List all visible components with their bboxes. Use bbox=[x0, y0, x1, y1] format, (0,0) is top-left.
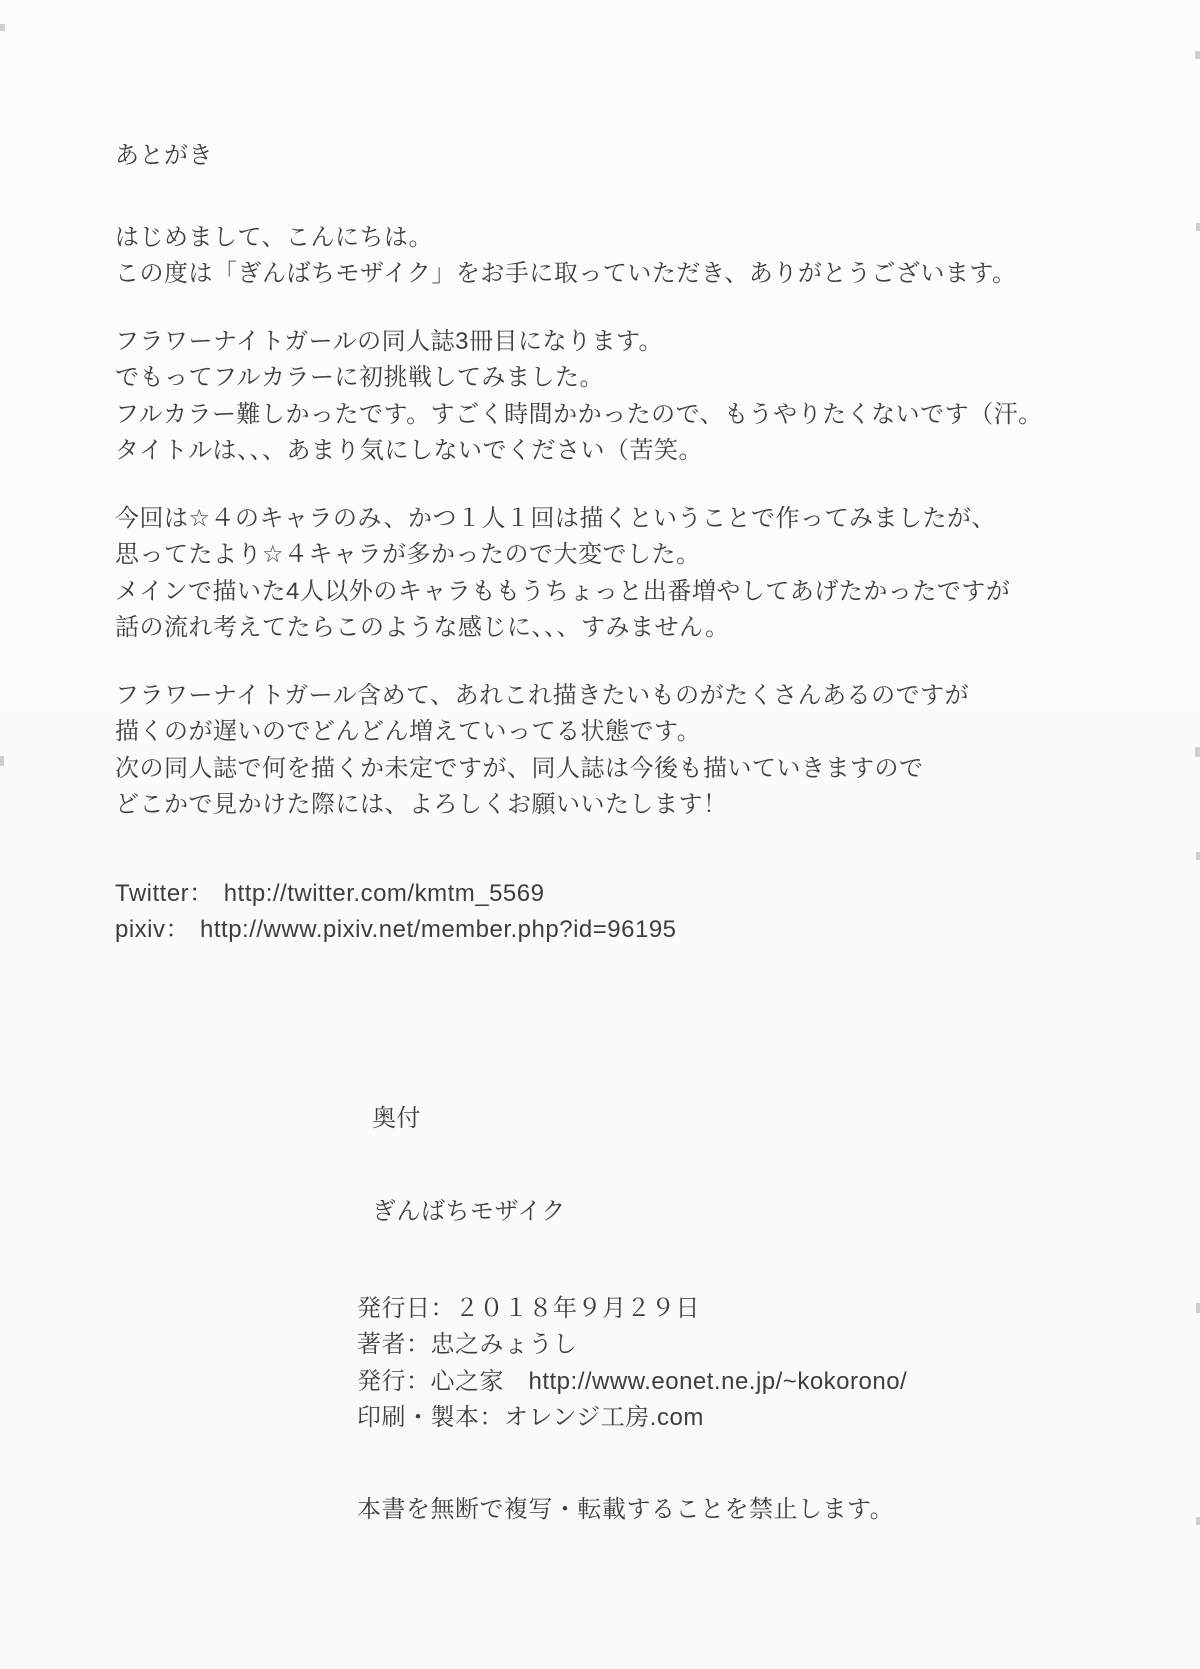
text-line: この度は「ぎんばちモザイク」をお手に取っていただき、ありがとうございます。 bbox=[115, 260, 1017, 287]
colophon-heading: 奥付 bbox=[372, 1104, 421, 1132]
text-line: フルカラー難しかったです。すごく時間かかったので、もうやりたくないです（汗。 bbox=[115, 400, 1043, 428]
text-line: 話の流れ考えてたらこのような感じに、、、すみません。 bbox=[115, 614, 730, 641]
scan-artifact-mark bbox=[0, 24, 5, 31]
text-line: どこかで見かけた際には、よろしくお願いいたします！ bbox=[115, 791, 728, 818]
pixiv-line bbox=[115, 912, 1150, 949]
text-line: でもってフルカラーに初挑戦してみました。 bbox=[115, 364, 605, 391]
afterword-paragraph bbox=[115, 220, 1150, 293]
text-line: 描くのが遅いのでどんどん増えていってる状態です。 bbox=[115, 718, 702, 745]
text-line: 次の同人誌で何を描くか未定ですが、同人誌は今後も描いていきますので bbox=[115, 754, 924, 782]
twitter-url: http://twitter.com/kmtm_5569 bbox=[223, 879, 545, 907]
text-line: 思ってたより☆４キャラが多かったので大変でした。 bbox=[115, 541, 701, 568]
book-title: ぎんばちモザイク bbox=[372, 1198, 566, 1225]
printer-line: 印刷・製本：オレンジ工房.com bbox=[357, 1404, 704, 1431]
afterword-title: あとがき bbox=[115, 142, 213, 169]
scan-artifact-mark bbox=[1196, 1303, 1200, 1313]
scan-artifact-mark bbox=[1195, 51, 1200, 59]
afterword-paragraph bbox=[115, 678, 1150, 824]
text-line: メインで描いた4人以外のキャラももうちょっと出番増やしてあげたかったですが bbox=[115, 577, 1011, 605]
twitter-label: Twitter： bbox=[115, 879, 214, 907]
text-line: タイトルは、、、あまり気にしないでください（苦笑。 bbox=[115, 437, 704, 464]
pixiv-url: http://www.pixiv.net/member.php?id=96195 bbox=[200, 916, 677, 943]
afterword-paragraph bbox=[115, 501, 1150, 647]
publish-date-line: 発行日：２０１８年９月２９日 bbox=[357, 1294, 700, 1322]
text-line: フラワーナイトガールの同人誌3冊目になります。 bbox=[115, 327, 664, 355]
contact-links bbox=[115, 876, 1150, 949]
scan-artifact-mark bbox=[1196, 852, 1200, 860]
scan-artifact-mark bbox=[1196, 223, 1200, 231]
author-line: 著者：忠之みょうし bbox=[357, 1331, 578, 1358]
text-line: はじめまして、こんにちは。 bbox=[115, 223, 434, 251]
publisher-line: 発行：心之家 http://www.eonet.ne.jp/~kokorono/ bbox=[357, 1367, 908, 1395]
scan-artifact-mark bbox=[1195, 747, 1200, 757]
copyright-notice: 本書を無断で複写・転載することを禁止します。 bbox=[357, 1495, 895, 1523]
pixiv-label: pixiv： bbox=[115, 916, 191, 943]
scan-artifact-mark bbox=[0, 756, 4, 766]
text-line: フラワーナイトガール含めて、あれこれ描きたいものがたくさんあるのですが bbox=[115, 681, 970, 709]
colophon-details bbox=[357, 1291, 1150, 1437]
afterword-paragraph bbox=[115, 324, 1150, 470]
text-line: 今回は☆４のキャラのみ、かつ１人１回は描くということで作ってみましたが、 bbox=[115, 504, 996, 532]
colophon-section bbox=[115, 1101, 1150, 1529]
twitter-line bbox=[115, 876, 1150, 913]
scan-artifact-mark bbox=[1196, 1517, 1200, 1525]
